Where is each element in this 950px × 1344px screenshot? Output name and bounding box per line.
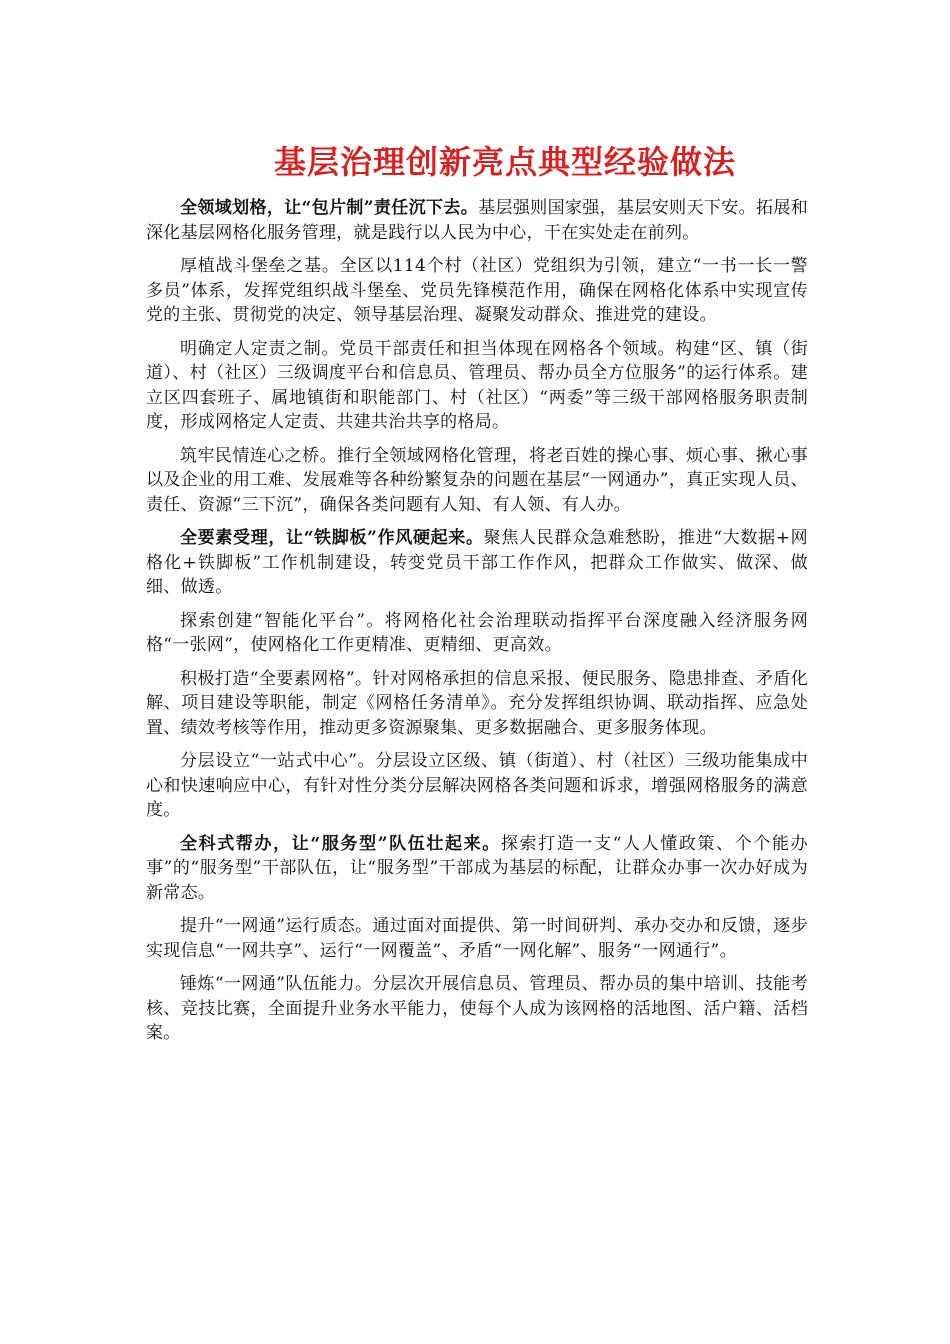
paragraph-3-text: 明确定人定责之制。党员干部责任和担当体现在网格各个领域。构建“区、镇（街道）、村（社区）三级调度平台和信息员、管理员、帮办员全方位服务”的运行体系。建立区四套班子、属地镇街和职能部门、村（社区）“两委”等三级干部网格服务职责制度，形成网格定人定责、共建共治共享的格局。	[146, 338, 808, 432]
paragraph-9-lead: 全科式帮办，让“服务型”队伍壮起来。	[180, 833, 501, 854]
paragraph-1-text: 基层强则国家强，基层安则天下安。拓展和深化基层网格化服务管理，就是践行以人民为中心，干在实处走在前列。	[146, 198, 808, 243]
paragraph-11	[146, 972, 808, 1046]
document-page	[146, 140, 808, 1055]
paragraph-7	[146, 667, 808, 741]
paragraph-9	[146, 832, 808, 906]
paragraph-8-text: 分层设立“一站式中心”。分层设立区级、镇（街道）、村（社区）三级功能集成中心和快速响应中心，有针对性分类分层解决网格各类问题和诉求，增强网格服务的满意度。	[146, 751, 808, 820]
paragraph-1-lead: 全领域划格，让“包片制”责任沉下去。	[180, 198, 479, 218]
paragraph-10	[146, 914, 808, 963]
paragraph-11-text: 锤炼“一网通”队伍能力。分层次开展信息员、管理员、帮办员的集中培训、技能考核、竞技比赛，全面提升业务水平能力，使每个人成为该网格的活地图、活户籍、活档案。	[146, 974, 808, 1043]
paragraph-6-text: 探索创建“智能化平台”。将网格化社会治理联动指挥平台深度融入经济服务网格“一张网”，使网格化工作更精准、更精细、更高效。	[146, 610, 808, 655]
paragraph-7-text: 积极打造“全要素网格”。针对网格承担的信息采报、便民服务、隐患排查、矛盾化解、项目建设等职能，制定《网格任务清单》。充分发挥组织协调、联动指挥、应急处置、绩效考核等作用，推动更多资源聚集、更多数据融合、更多服务体现。	[146, 668, 808, 738]
paragraph-5-lead: 全要素受理，让“铁脚板”作风硬起来。	[180, 528, 484, 548]
paragraph-4	[146, 444, 808, 518]
paragraph-9-text: 探索打造一支“人人懂政策、个个能办事”的“服务型”干部队伍，让“服务型”干部成为基层的标配，让群众办事一次办好成为新常态。	[146, 833, 808, 903]
document-title: 基层治理创新亮点典型经验做法	[273, 143, 736, 181]
paragraph-5	[146, 526, 808, 600]
paragraph-3	[146, 337, 808, 435]
paragraph-10-text: 提升“一网通”运行质态。通过面对面提供、第一时间研判、承办交办和反馈，逐步实现信息“一网共享”、运行“一网覆盖”、矛盾“一网化解”、服务“一网通行”。	[146, 916, 808, 961]
paragraph-5-text: 聚焦人民群众急难愁盼，推进“大数据+网格化+铁脚板”工作机制建设，转变党员干部工作作风，把群众工作做实、做深、做细、做透。	[146, 528, 808, 597]
paragraph-6	[146, 609, 808, 658]
paragraph-4-text: 筑牢民情连心之桥。推行全领域网格化管理，将老百姓的操心事、烦心事、揪心事以及企业的用工难、发展难等各种纷繁复杂的问题在基层“一网通办”，真正实现人员、责任、资源“三下沉”，确保各类问题有人知、有人领、有人办。	[146, 445, 808, 515]
paragraph-8	[146, 749, 808, 823]
paragraph-2-text: 厚植战斗堡垒之基。全区以114个村（社区）党组织为引领，建立“一书一长一警多员”体系，发挥党组织战斗堡垒、党员先锋模范作用，确保在网格化体系中实现宣传党的主张、贯彻党的决定、领导基层治理、凝聚发动群众、推进党的建设。	[146, 256, 808, 325]
paragraph-1	[146, 196, 808, 245]
paragraph-2	[146, 254, 808, 328]
